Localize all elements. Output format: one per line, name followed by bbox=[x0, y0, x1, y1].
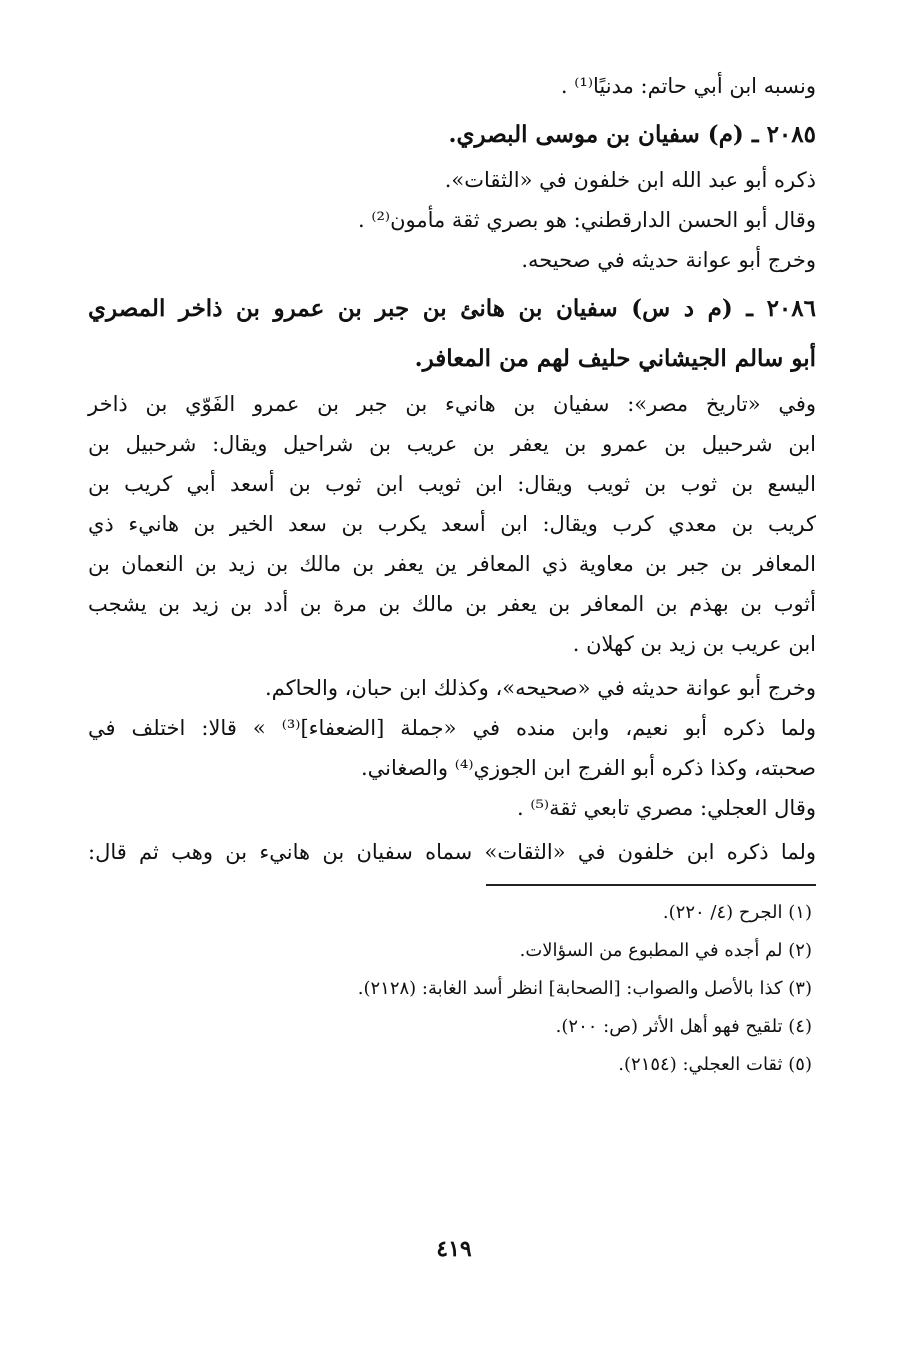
paragraph-line: أثوب بن بهذم بن المعافر بن يعفر بن مالك بن مرة بن أدد بن زيد بن يشجب bbox=[88, 592, 816, 616]
entry-2086 bbox=[88, 284, 816, 872]
footnote-3: (٣) كذا بالأصل والصواب: [الصحابة] انظر أسد الغابة: (٢١٢٨). bbox=[357, 978, 812, 999]
entry-2086-heading-line-1: ٢٠٨٦ ـ (م د س) سفيان بن هانئ بن جبر بن عمرو بن ذاخر المصري bbox=[88, 295, 816, 322]
footnote-2: (٢) لم أجده في المطبوع من السؤالات. bbox=[519, 940, 812, 961]
footnote-1: (١) الجرح (٤/ ٢٢٠). bbox=[662, 902, 812, 923]
paragraph-line: وفي «تاريخ مصر»: سفيان بن هانيء بن جبر بن عمرو الفَوّي بن ذاخر bbox=[88, 392, 816, 416]
entry-2086-paragraph bbox=[88, 384, 816, 664]
footnote-rule-wrap bbox=[88, 872, 816, 886]
paragraph-line: اليسع بن ثوب بن ثويب ويقال: ابن ثويب ابن ثوب بن أسعد أبي كريب بن bbox=[88, 472, 816, 496]
entry-2085-line-2: وقال أبو الحسن الدارقطني: هو بصري ثقة مأمون⁽²⁾ . bbox=[357, 208, 816, 232]
footnote-5: (٥) ثقات العجلي: (٢١٥٤). bbox=[618, 1054, 812, 1075]
entry-2085-line-3: وخرج أبو عوانة حديثه في صحيحه. bbox=[521, 248, 816, 272]
intro-line: ونسبه ابن أبي حاتم: مدنيًا⁽¹⁾ . bbox=[560, 74, 816, 98]
footnote-4: (٤) تلقيح فهو أهل الأثر (ص: ٢٠٠). bbox=[555, 1016, 812, 1037]
entry-2085-line-1: ذكره أبو عبد الله ابن خلفون في «الثقات». bbox=[444, 168, 816, 192]
ijli-line: وقال العجلي: مصري تابعي ثقة⁽⁵⁾ . bbox=[516, 796, 816, 820]
paragraph-line: ابن عريب بن زيد بن كهلان . bbox=[572, 632, 816, 656]
paragraph-line: ابن شرحبيل بن عمرو بن يعفر بن عريب بن شراحيل ويقال: شرحبيل بن bbox=[88, 432, 816, 456]
paragraph-line: المعافر بن جبر بن معاوية ذي المعافر ين يعفر بن مالك بن زيد بن النعمان بن bbox=[88, 552, 816, 576]
khalfun-line: ولما ذكره ابن خلفون في «الثقات» سماه سفيان بن هانيء بن وهب ثم قال: bbox=[88, 840, 816, 864]
abu-awana-line: وخرج أبو عوانة حديثه في «صحيحه»، وكذلك ابن حبان، والحاكم. bbox=[264, 676, 816, 700]
abu-nuaim-line-1: ولما ذكره أبو نعيم، وابن منده في «جملة [الضعفاء]⁽³⁾ » قالا: اختلف في bbox=[88, 716, 816, 740]
page-number: ٤١٩ bbox=[436, 1236, 472, 1262]
footnote-divider bbox=[486, 884, 816, 886]
abu-nuaim-line-2: صحبته، وكذا ذكره أبو الفرج ابن الجوزي⁽⁴⁾ والصغاني. bbox=[360, 756, 816, 780]
entry-2085 bbox=[88, 110, 816, 280]
footnotes bbox=[88, 894, 816, 1084]
entry-2086-heading-line-2: أبو سالم الجيشاني حليف لهم من المعافر. bbox=[414, 345, 816, 372]
entry-2085-heading: ٢٠٨٥ ـ (م) سفيان بن موسى البصري. bbox=[448, 121, 816, 148]
paragraph-line: كريب بن معدي كرب ويقال: ابن أسعد يكرب بن سعد الخير بن هانيء ذي bbox=[88, 512, 816, 536]
